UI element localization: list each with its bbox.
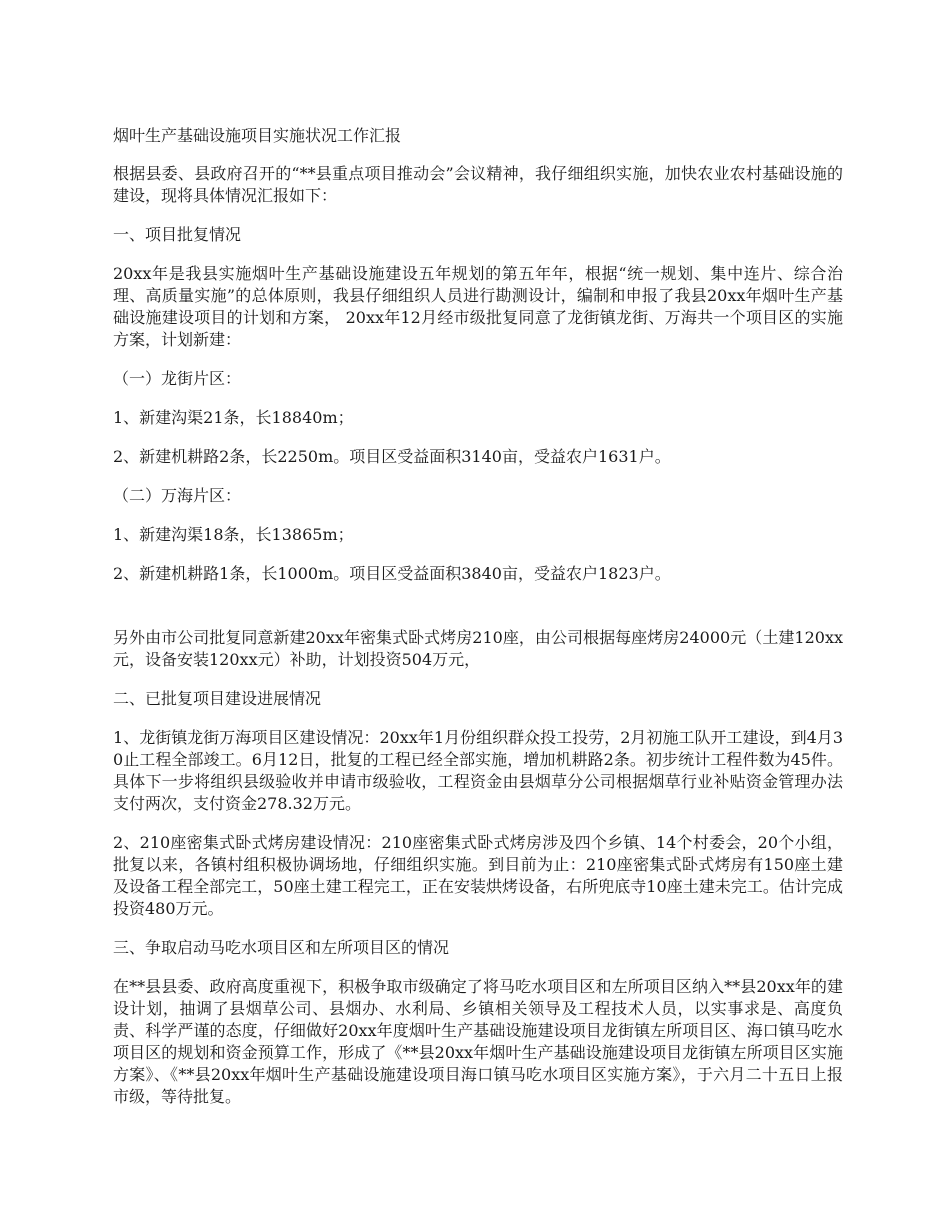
document-title: 烟叶生产基础设施项目实施状况工作汇报: [113, 126, 402, 145]
document-page: [113, 125, 843, 1125]
subsection-heading-longjie: （一）龙街片区：: [113, 369, 242, 388]
curing-barn-paragraph: 另外由市公司批复同意新建20xx年密集式卧式烤房210座，由公司根据每座烤房24000元（土建120xx元，设备安装120xx元）补助，计划投资504万元，: [113, 628, 843, 669]
section-heading-progress: 二、已批复项目建设进展情况: [113, 689, 322, 708]
intro-paragraph: 根据县委、县政府召开的“**县重点项目推动会”会议精神，我仔细组织实施，加快农业农村基础设施的建设，现将具体情况汇报如下：: [113, 164, 843, 205]
list-item-longjie-roads: 2、新建机耕路2条，长2250m。项目区受益面积3140亩，受益农户1631户。: [113, 447, 671, 466]
new-projects-paragraph: 在**县县委、政府高度重视下，积极争取市级确定了将马吃水项目区和左所项目区纳入**县20xx年的建设计划，抽调了县烟草公司、县烟办、水利局、乡镇相关领导及工程技术人员，以实事求是、高度负责、科学严谨的态度，仔细做好20xx年度烟叶生产基础设施建设项目龙街镇左所项目区、海口镇马吃水项目区的规划和资金预算工作，形成了《**县20xx年烟叶生产基础设施建设项目龙街镇左所项目区实施方案》、《**县20xx年烟叶生产基础设施建设项目海口镇马吃水项目区实施方案》，于六月二十五日上报市级，等待批复。: [113, 977, 843, 1106]
section-heading-approval: 一、项目批复情况: [113, 225, 242, 244]
section-heading-new-projects: 三、争取启动马吃水项目区和左所项目区的情况: [113, 938, 450, 957]
list-item-wanhai-ditches: 1、新建沟渠18条，长13865m；: [113, 525, 354, 544]
list-item-wanhai-roads: 2、新建机耕路1条，长1000m。项目区受益面积3840亩，受益农户1823户。: [113, 564, 671, 583]
approval-paragraph: 20xx年是我县实施烟叶生产基础设施建设五年规划的第五年年，根据“统一规划、集中连片、综合治理、高质量实施”的总体原则，我县仔细组织人员进行勘测设计，编制和申报了我县20xx年烟叶生产基础设施建设项目的计划和方案， 20xx年12月经市级批复同意了龙街镇龙街、万海共一个项目区的实施方案，计划新建：: [113, 264, 843, 349]
subsection-heading-wanhai: （二）万海片区：: [113, 486, 242, 505]
progress-item-curing-barns: 2、210座密集式卧式烤房建设情况：210座密集式卧式烤房涉及四个乡镇、14个村委会，20个小组，批复以来，各镇村组积极协调场地，仔细组织实施。到目前为止：210座密集式卧式烤房有150座土建及设备工程全部完工，50座土建工程完工，正在安装烘烤设备，右所兜底寺10座土建未完工。估计完成投资480万元。: [113, 833, 843, 918]
list-item-longjie-ditches: 1、新建沟渠21条，长18840m；: [113, 408, 354, 427]
progress-item-longjie: 1、龙街镇龙街万海项目区建设情况：20xx年1月份组织群众投工投劳，2月初施工队开工建设，到4月30止工程全部竣工。6月12日，批复的工程已经全部实施，增加机耕路2条。初步统计工程件数为45件。具体下一步将组织县级验收并申请市级验收，工程资金由县烟草分公司根据烟草行业补贴资金管理办法支付两次，支付资金278.32万元。: [113, 728, 843, 813]
